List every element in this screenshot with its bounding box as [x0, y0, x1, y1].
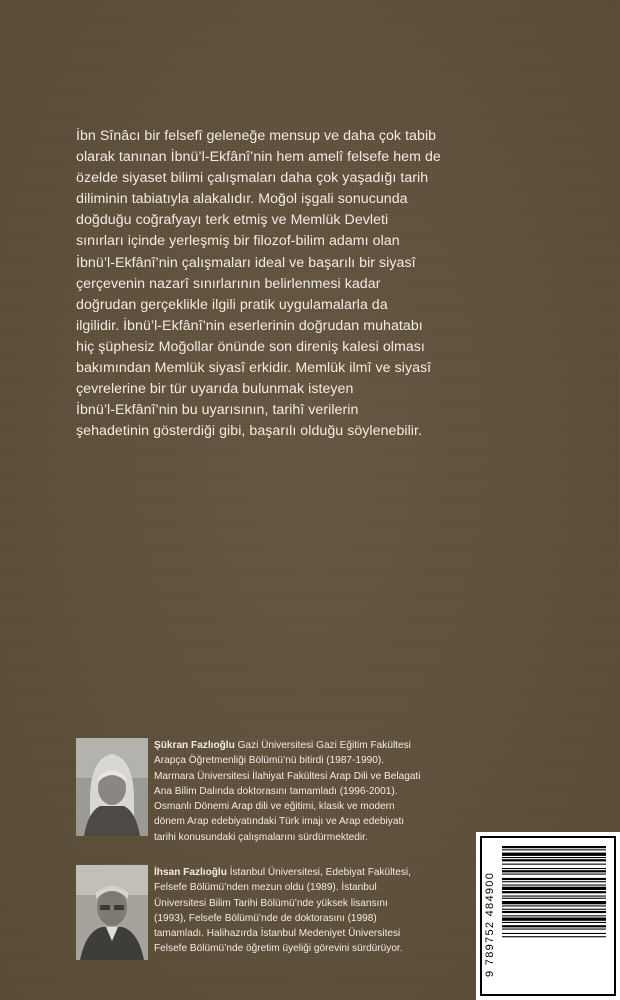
isbn-barcode — [476, 832, 620, 1000]
blurb-line: ilgilidir. İbnü’l-Ekfânî’nin eserlerinin doğrudan muhatabı — [76, 317, 423, 334]
author-name: İhsan Fazlıoğlu — [154, 867, 227, 878]
blurb-line: çevrelerine bir tür uyarıda bulunmak isteyen — [76, 381, 354, 398]
bio-line: Osmanlı Dönemi Arap dili ve eğitimi, klasik ve modern — [154, 801, 395, 813]
blurb-line: çerçevenin nazarî sınırlarının belirlenmesi kadar — [76, 275, 381, 292]
bio-line: Ana Bilim Dalında doktorasını tamamladı (1996-2001). — [154, 785, 398, 797]
bio-line: tamamladı. Halihazırda İstanbul Medeniyet Üniversitesi — [154, 928, 401, 940]
author-bio-ihsan — [76, 865, 466, 965]
blurb-line: diliminin tabiatıyla alakalıdır. Moğol işgali sonucunda — [76, 191, 408, 208]
bio-line: Marmara Üniversitesi İlahiyat Fakültesi Arap Dili ve Belagati — [154, 770, 421, 782]
bio-line: İstanbul Üniversitesi, Edebiyat Fakültesi, — [226, 867, 411, 878]
author-name: Şükran Fazlıoğlu — [154, 740, 235, 751]
blurb-line: hiç şüphesiz Moğollar önünde son direniş kalesi olması — [76, 338, 425, 355]
bio-line: Arapça Öğretmenliği Bölümü’nü bitirdi (1987-1990). — [154, 755, 385, 767]
author-photo — [76, 738, 148, 836]
blurb-line: sınırları içinde yerleşmiş bir filozof-bilim adamı olan — [76, 233, 400, 250]
bio-line: (1993), Felsefe Bölümü’nde de doktorasını (1998) — [154, 912, 377, 924]
blurb-line: bakımından Memlük siyasî erkidir. Memlük ilmî ve siyasî — [76, 360, 432, 377]
blurb-line: özelde siyaset bilimi çalışmaları daha çok yaşadığı tarih — [76, 170, 429, 187]
author-bio-text — [154, 738, 534, 845]
author-portrait-icon — [76, 865, 148, 960]
blurb-line: İbnü’l-Ekfânî’nin bu uyarısının, tarihî verilerin — [76, 402, 359, 419]
bio-line: Gazi Üniversitesi Gazi Eğitim Fakültesi — [234, 740, 411, 751]
bio-line: Üniversitesi Bilim Tarihi Bölümü’nde yüksek lisansını — [154, 897, 388, 909]
blurb-line: İbn Sînâcı bir felsefî geleneğe mensup ve daha çok tabib — [76, 128, 437, 144]
barcode-digits: 9 789752 484900 — [484, 871, 496, 977]
bio-line: dönem Arap edebiyatındaki Türk imajı ve Arap edebiyatı — [154, 816, 405, 828]
bio-line: tarihi konusundaki çalışmalarını sürdürmektedir. — [154, 831, 368, 843]
blurb-line: doğduğu coğrafyayı terk etmiş ve Memlük Devleti — [76, 212, 389, 229]
blurb-line: İbnü’l-Ekfânî’nin çalışmaları ideal ve başarılı bir siyasî — [76, 254, 416, 271]
author-photo — [76, 865, 148, 960]
author-portrait-icon — [76, 738, 148, 836]
author-bio-sukran — [76, 738, 466, 843]
back-cover-blurb — [76, 126, 546, 442]
blurb-line: şehadetinin gösterdiği gibi, başarılı olduğu söylenebilir. — [76, 423, 422, 440]
blurb-line: olarak tanınan İbnü’l-Ekfânî’nin hem amelî felsefe hem de — [76, 149, 441, 166]
barcode-bars — [502, 846, 606, 986]
blurb-line: doğrudan gerçeklikle ilgili pratik uygulamalarla da — [76, 296, 388, 313]
bio-line: Felsefe Bölümü’nde öğretim üyeliği görevini sürdürüyor. — [154, 943, 403, 955]
bio-line: Felsefe Bölümü’nden mezun oldu (1989). İstanbul — [154, 882, 377, 894]
